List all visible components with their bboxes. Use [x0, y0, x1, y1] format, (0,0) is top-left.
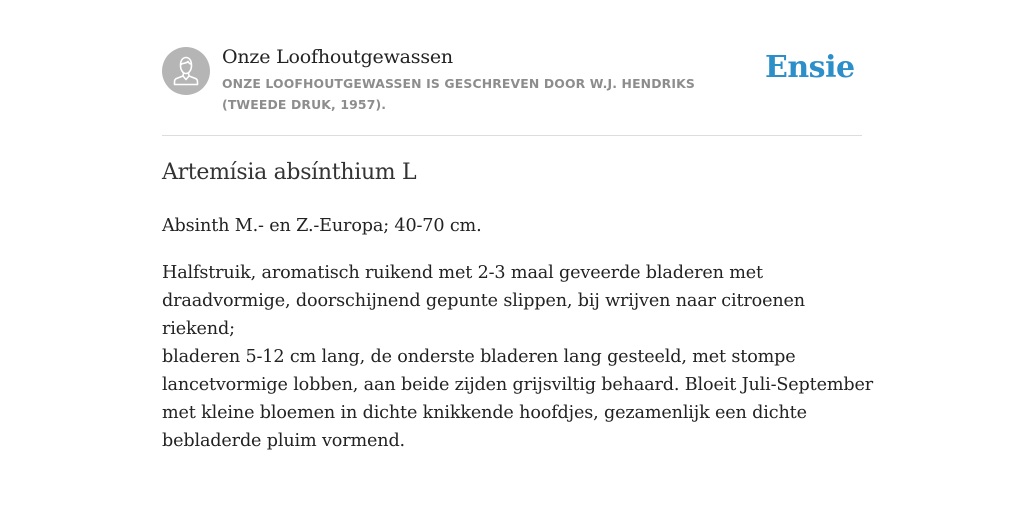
entry-paragraph: Halfstruik, aromatisch ruikend met 2-3 maal geveerde bladeren met draadvormige, doorschijnend gepunte slippen, bij wrijven naar citroenen riekend;	[162, 263, 805, 339]
entry-paragraph: Absinth M.- en Z.-Europa; 40-70 cm.	[162, 216, 482, 236]
entry-card	[162, 0, 874, 451]
brand-logo[interactable]: Ensie	[765, 50, 855, 85]
avatar	[162, 47, 210, 95]
source-description: ONZE LOOFHOUTGEWASSEN IS GESCHREVEN DOOR W.J. HENDRIKS (TWEEDE DRUK, 1957).	[222, 76, 695, 112]
source-title[interactable]: Onze Loofhoutgewassen	[222, 46, 453, 68]
user-icon	[162, 47, 210, 95]
entry-title: Artemísia absínthium L	[162, 160, 417, 185]
source-header	[162, 0, 862, 136]
entry-paragraph: bladeren 5-12 cm lang, de onderste bladeren lang gesteeld, met stompe lancetvormige lobben, aan beide zijden grijsviltig behaard. Bloeit Juli-September met kleine bloemen in dichte knikkende hoofdjes, gezamenlijk een dichte bebladerde pluim vormend.	[162, 347, 874, 451]
